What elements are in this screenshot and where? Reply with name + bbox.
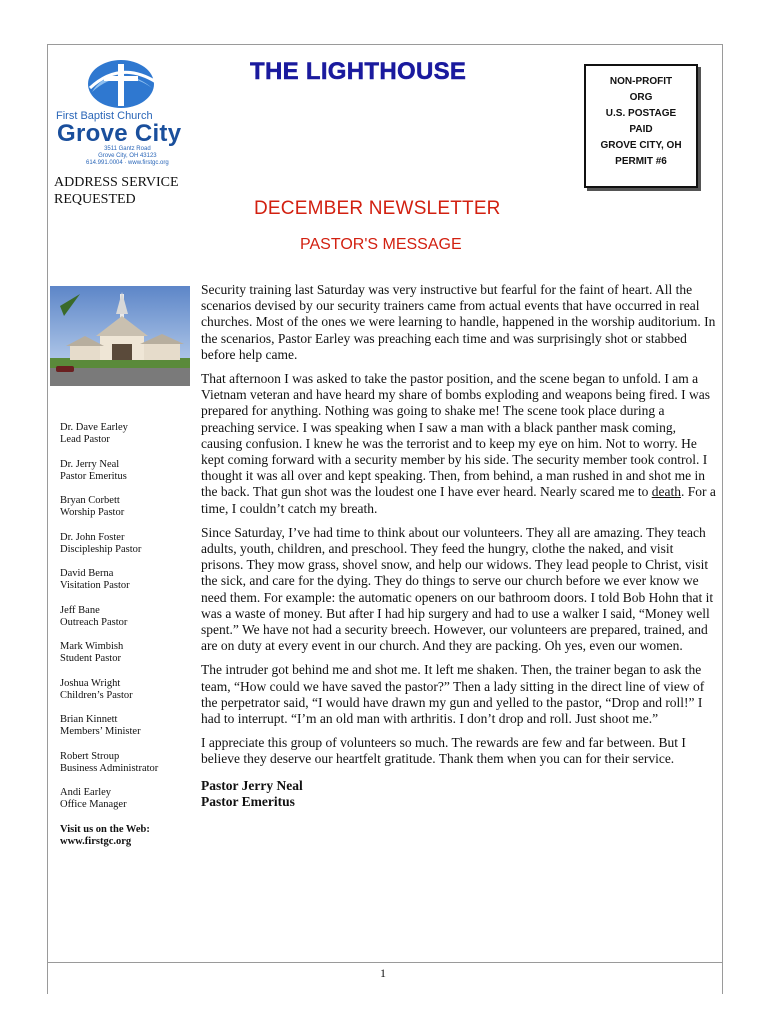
newsletter-heading: DECEMBER NEWSLETTER — [254, 198, 501, 219]
postage-line: GROVE CITY, OH — [600, 140, 682, 151]
logo-address-line: 3511 Gantz Road — [104, 146, 151, 152]
staff-entry — [60, 678, 200, 702]
staff-role: Pastor Emeritus — [60, 470, 127, 482]
staff-entry — [60, 714, 200, 738]
newsletter-title: THE LIGHTHOUSE — [250, 58, 467, 85]
staff-entry — [60, 787, 200, 811]
page-number: 1 — [380, 966, 386, 980]
logo-city-name: Grove City — [57, 120, 182, 147]
underlined-word: death — [651, 484, 681, 500]
signature-title: Pastor Emeritus — [201, 793, 295, 809]
staff-role: Members’ Minister — [60, 726, 141, 737]
logo-address — [86, 146, 169, 167]
staff-role: Worship Pastor — [60, 507, 125, 518]
staff-entry — [60, 641, 200, 665]
paragraph: Security training last Saturday was very instructive but fearful for the faint of heart. All the scenarios devised by our security trainers came from actual events that have occurred in real churches. Most of the ones we were learning to handle, happened in the worship auditorium. In the scenarios, Pastor Earley was preaching each time and was surprisingly shot or stabbed before help came. — [201, 282, 716, 362]
staff-role: Visitation Pastor — [60, 580, 130, 591]
staff-name: Jeff Bane — [60, 604, 100, 616]
staff-name: Dr. John Foster — [60, 531, 125, 543]
postage-line: U.S. POSTAGE — [605, 108, 677, 119]
page-frame-right — [722, 44, 723, 994]
address-service-requested — [54, 174, 179, 208]
staff-role: Lead Pastor — [60, 434, 110, 445]
logo-church-name: First Baptist Church — [56, 110, 153, 122]
staff-name: Dr. Dave Earley — [60, 422, 128, 433]
website-info — [60, 824, 200, 848]
staff-name: Andi Earley — [60, 787, 112, 798]
staff-entry — [60, 751, 200, 775]
signature — [201, 778, 717, 810]
staff-role: Outreach Pastor — [60, 616, 128, 628]
paragraph-text: . For a time, I couldn’t catch my breath. — [201, 484, 716, 516]
paragraph-text: That afternoon I was asked to take the pastor position, and the scene began to unfold. I am a Vietnam veteran and have heard my share of bombs exploding and weapons being fired. I was prepared for anything. Nothing was going to shake me! The scene took place during a preaching service. I was speaking when I saw a man with a black panther mask coming, causing confusion. I knew he was the terrorist and to keep my eye on him. Not to worry. He kept coming forward with a security member by his side. The security member took control. I thought it was all over and kept speaking. Then, from behind, a man rushed in and shot me in the back. That gun shot was the loudest one I have ever heard. Nearly scared me to — [201, 371, 711, 500]
page-frame-bottom — [47, 962, 723, 963]
staff-role: Business Administrator — [60, 762, 159, 774]
staff-role: Discipleship Pastor — [60, 543, 142, 555]
staff-role: Children’s Pastor — [60, 689, 133, 701]
staff-name: Joshua Wright — [60, 677, 121, 689]
signature-name: Pastor Jerry Neal — [201, 777, 303, 793]
staff-name: Robert Stroup — [60, 750, 120, 762]
staff-directory — [60, 422, 200, 848]
logo-address-line: Grove City, OH 43123 — [98, 153, 157, 159]
staff-name: Dr. Jerry Neal — [60, 458, 120, 470]
postage-indicia — [584, 64, 698, 188]
church-building-image — [50, 286, 190, 386]
staff-entry — [60, 422, 200, 446]
address-service-line: REQUESTED — [54, 192, 136, 207]
website-label: Visit us on the Web: — [60, 823, 150, 835]
address-service-line: ADDRESS SERVICE — [54, 175, 179, 190]
postage-line: PERMIT #6 — [615, 156, 667, 167]
postage-line: NON-PROFIT — [609, 76, 673, 87]
logo-address-line: 614.991.0004 · www.firstgc.org — [86, 160, 169, 166]
paragraph: Since Saturday, I’ve had time to think about our volunteers. They all are amazing. They teach adults, youth, children, and preschool. They feed the hungry, clothe the naked, and visit prisons. They mow grass, shovel snow, and help our widows. They lead people to Christ, visit the sick, and care for the dying. They do things to serve our church before we ever know we need them. For example: the automatic openers on our bathroom doors. I told Bob Hohn that it was a waste of money. But after I had hip surgery and had to use a walker I said, “Money well spent.” We have not had a security breech. However, our volunteers are prepared, trained, and are on duty at every event in our church. And they are packing. Oh yes, even our women. — [201, 524, 714, 654]
website-link[interactable]: www.firstgc.org — [60, 835, 132, 847]
postage-line: PAID — [629, 124, 653, 135]
staff-name: Brian Kinnett — [60, 714, 118, 725]
paragraph — [201, 371, 717, 517]
staff-name: David Berna — [60, 568, 114, 579]
section-heading: PASTOR'S MESSAGE — [300, 236, 462, 253]
staff-name: Bryan Corbett — [60, 495, 120, 506]
staff-entry — [60, 459, 200, 483]
staff-name: Mark Wimbish — [60, 641, 124, 652]
pastor-message-body — [201, 282, 717, 810]
staff-role: Office Manager — [60, 799, 127, 810]
paragraph: The intruder got behind me and shot me. It left me shaken. Then, the trainer began to ask the team, “How could we have saved the pastor?” Then a lady sitting in the direct line of view of the perpetrator said, “I would have drawn my gun and yelled to the pastor, “Drop and roll!” I had to interrupt. “I’m an old man with arthritis. I don’t drop and roll. Just shoot me.” — [201, 662, 705, 727]
paragraph: I appreciate this group of volunteers so much. The rewards are few and far between. But I believe they deserve our heartfelt gratitude. Thank them when you can for their service. — [201, 735, 686, 767]
staff-entry — [60, 568, 200, 592]
postage-line: ORG — [629, 92, 653, 103]
page-frame-top — [47, 44, 723, 45]
staff-entry — [60, 605, 200, 629]
staff-entry — [60, 495, 200, 519]
staff-role: Student Pastor — [60, 653, 121, 664]
page-frame-left — [47, 44, 48, 994]
staff-entry — [60, 532, 200, 556]
